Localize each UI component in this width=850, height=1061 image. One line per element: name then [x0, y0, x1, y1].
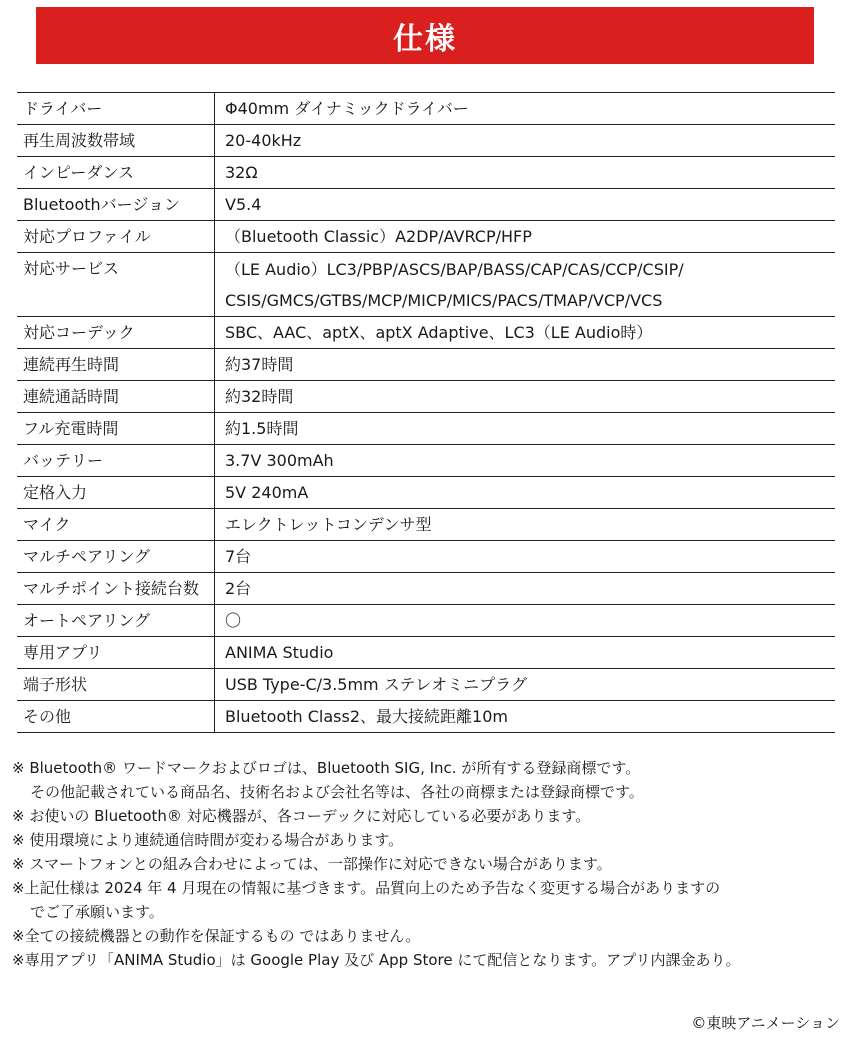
spec-key: ドライバー: [17, 93, 215, 125]
note-line: ※全ての接続機器との動作を保証するもの ではありません。: [12, 927, 421, 945]
spec-key: マルチポイント接続台数: [17, 573, 215, 605]
spec-value: 3.7V 300mAh: [215, 445, 836, 477]
note-line: ※ Bluetooth® ワードマークおよびロゴは、Bluetooth SIG, Inc. が所有する登録商標です。: [12, 759, 641, 777]
spec-value: 2台: [215, 573, 836, 605]
spec-row: [17, 125, 835, 157]
spec-value: Φ40mm ダイナミックドライバー: [215, 93, 836, 125]
spec-value: 約37時間: [215, 349, 836, 381]
spec-key: マルチペアリング: [17, 541, 215, 573]
spec-row: [17, 381, 835, 413]
spec-row: [17, 157, 835, 189]
spec-value: 約32時間: [215, 381, 836, 413]
spec-value-line: （LE Audio）LC3/PBP/ASCS/BAP/BASS/CAP/CAS/CCP/CSIP/: [225, 259, 684, 279]
spec-value: 約1.5時間: [215, 413, 836, 445]
spec-row: [17, 637, 835, 669]
spec-value: V5.4: [215, 189, 836, 221]
spec-key: 専用アプリ: [17, 637, 215, 669]
spec-key: 対応コーデック: [17, 317, 215, 349]
spec-row: [17, 701, 835, 733]
note-line: その他記載されている商品名、技術名および会社名等は、各社の商標または登録商標です。: [30, 783, 644, 801]
spec-row: [17, 413, 835, 445]
note-line: ※専用アプリ「ANIMA Studio」は Google Play 及び App Store にて配信となります。アプリ内課金あり。: [12, 951, 741, 969]
spec-row: [17, 573, 835, 605]
spec-row: [17, 509, 835, 541]
spec-row: [17, 253, 835, 317]
spec-row: [17, 477, 835, 509]
spec-key: 対応プロファイル: [17, 221, 215, 253]
spec-value: [215, 253, 836, 317]
spec-value: エレクトレットコンデンサ型: [215, 509, 836, 541]
spec-row: [17, 445, 835, 477]
spec-key: 対応サービス: [17, 253, 215, 317]
note-line: ※ 使用環境により連続通信時間が変わる場合があります。: [12, 831, 404, 849]
spec-row: [17, 93, 835, 125]
spec-key: フル充電時間: [17, 413, 215, 445]
spec-key: マイク: [17, 509, 215, 541]
spec-key: 連続再生時間: [17, 349, 215, 381]
spec-key: Bluetoothバージョン: [17, 189, 215, 221]
spec-key: 連続通話時間: [17, 381, 215, 413]
spec-row: [17, 317, 835, 349]
spec-value: 5V 240mA: [215, 477, 836, 509]
note-line: でご了承願います。: [30, 903, 164, 921]
spec-key: オートペアリング: [17, 605, 215, 637]
spec-key: 端子形状: [17, 669, 215, 701]
spec-key: 再生周波数帯域: [17, 125, 215, 157]
spec-value: ANIMA Studio: [215, 637, 836, 669]
spec-row: [17, 349, 835, 381]
spec-table: [17, 92, 835, 733]
spec-value: 20-40kHz: [215, 125, 836, 157]
copyright-credit: ©東映アニメーション: [691, 1014, 840, 1032]
spec-row: [17, 669, 835, 701]
spec-row: [17, 189, 835, 221]
spec-value: （Bluetooth Classic）A2DP/AVRCP/HFP: [215, 221, 836, 253]
spec-row: [17, 541, 835, 573]
page-title: 仕様: [393, 21, 457, 57]
spec-row: [17, 605, 835, 637]
spec-value: SBC、AAC、aptX、aptX Adaptive、LC3（LE Audio時）: [215, 317, 836, 349]
spec-row: [17, 221, 835, 253]
spec-value: USB Type-C/3.5mm ステレオミニプラグ: [215, 669, 836, 701]
note-line: ※ スマートフォンとの組み合わせによっては、一部操作に対応できない場合があります。: [12, 855, 612, 873]
spec-value-line: CSIS/GMCS/GTBS/MCP/MICP/MICS/PACS/TMAP/VCP/VCS: [225, 290, 663, 310]
spec-key: その他: [17, 701, 215, 733]
spec-key: 定格入力: [17, 477, 215, 509]
note-line: ※ お使いの Bluetooth® 対応機器が、各コーデックに対応している必要があります。: [12, 807, 591, 825]
spec-value: 〇: [215, 605, 836, 637]
spec-value: 32Ω: [215, 157, 836, 189]
spec-key: インピーダンス: [17, 157, 215, 189]
notes: [12, 756, 844, 972]
note-line: ※上記仕様は 2024 年 4 月現在の情報に基づきます。品質向上のため予告なく変更する場合がありますの: [12, 879, 721, 897]
spec-value: Bluetooth Class2、最大接続距離10m: [215, 701, 836, 733]
spec-value: 7台: [215, 541, 836, 573]
spec-key: バッテリー: [17, 445, 215, 477]
title-banner: [36, 7, 814, 64]
